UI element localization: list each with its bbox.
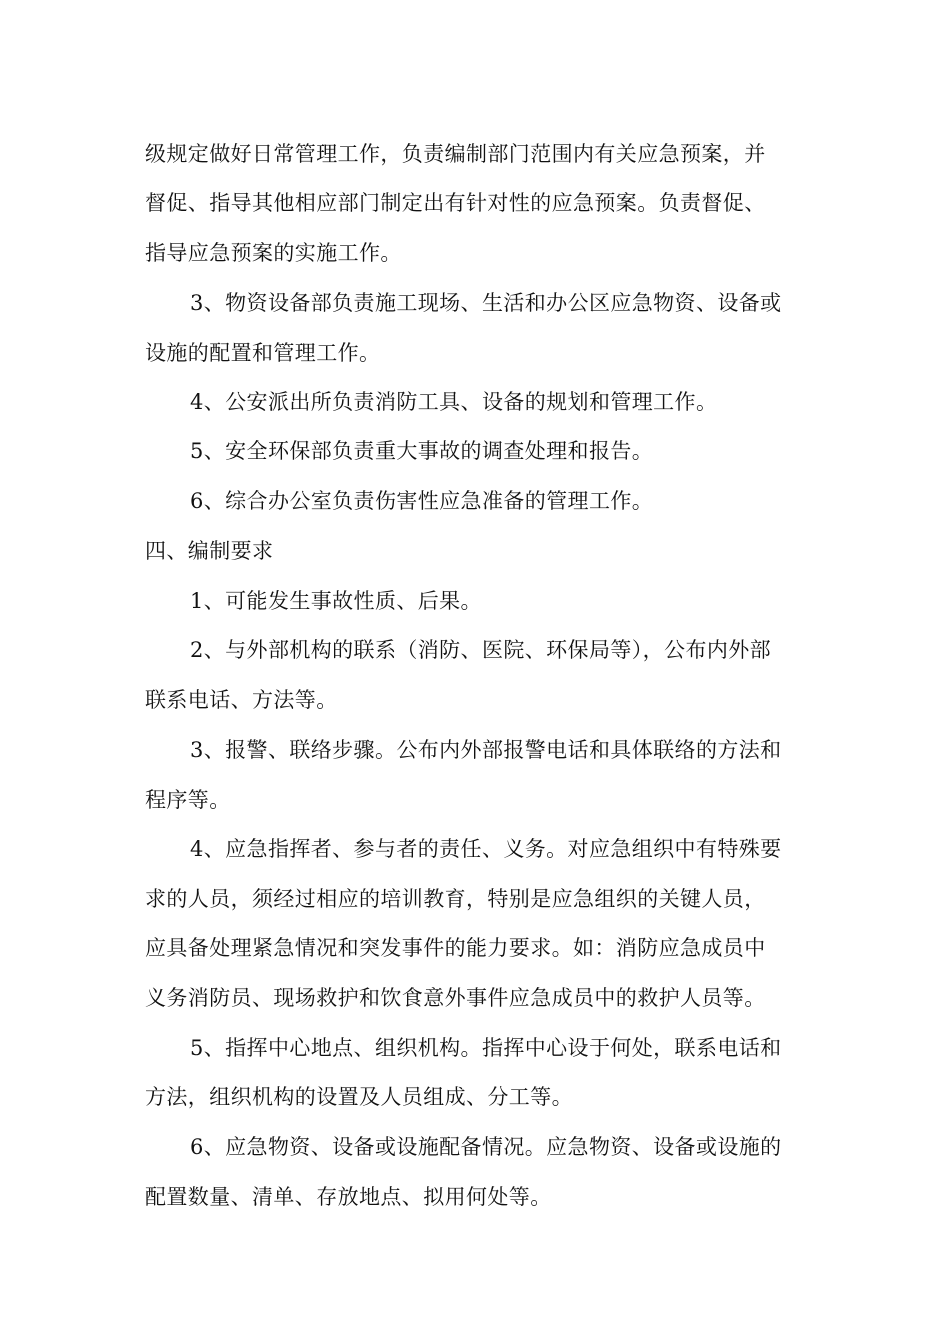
- requirement-1: 1、可能发生事故性质、后果。: [190, 589, 482, 613]
- text-line: 指导应急预案的实施工作。: [145, 241, 402, 265]
- requirement-4-line-2: 求的人员，须经过相应的培训教育，特别是应急组织的关键人员，: [145, 887, 766, 911]
- text-line: 级规定做好日常管理工作，负责编制部门范围内有关应急预案，并: [145, 142, 766, 166]
- list-item-3-line-2: 设施的配置和管理工作。: [145, 341, 381, 365]
- requirement-4-line-3: 应具备处理紧急情况和突发事件的能力要求。如：消防应急成员中: [145, 936, 766, 960]
- requirement-4-line-1: 4、应急指挥者、参与者的责任、义务。对应急组织中有特殊要: [190, 837, 782, 861]
- requirement-5-line-2: 方法，组织机构的设置及人员组成、分工等。: [145, 1085, 573, 1109]
- requirement-5-line-1: 5、指挥中心地点、组织机构。指挥中心设于何处，联系电话和: [190, 1036, 782, 1060]
- list-item-5: 5、安全环保部负责重大事故的调查处理和报告。: [190, 439, 654, 463]
- text-line: 督促、指导其他相应部门制定出有针对性的应急预案。负责督促、: [145, 191, 766, 215]
- list-item-4: 4、公安派出所负责消防工具、设备的规划和管理工作。: [190, 390, 718, 414]
- list-item-6: 6、综合办公室负责伤害性应急准备的管理工作。: [190, 489, 654, 513]
- requirement-2-line-1: 2、与外部机构的联系（消防、医院、环保局等），公布内外部: [190, 638, 772, 662]
- requirement-3-line-1: 3、报警、联络步骤。公布内外部报警电话和具体联络的方法和: [190, 738, 782, 762]
- requirement-3-line-2: 程序等。: [145, 788, 231, 812]
- requirement-6-line-1: 6、应急物资、设备或设施配备情况。应急物资、设备或设施的: [190, 1135, 782, 1159]
- list-item-3-line-1: 3、物资设备部负责施工现场、生活和办公区应急物资、设备或: [190, 291, 782, 315]
- requirement-2-line-2: 联系电话、方法等。: [145, 688, 338, 712]
- requirement-6-line-2: 配置数量、清单、存放地点、拟用何处等。: [145, 1185, 552, 1209]
- section-heading: 四、编制要求: [145, 539, 274, 563]
- requirement-4-line-4: 义务消防员、现场救护和饮食意外事件应急成员中的救护人员等。: [145, 986, 766, 1010]
